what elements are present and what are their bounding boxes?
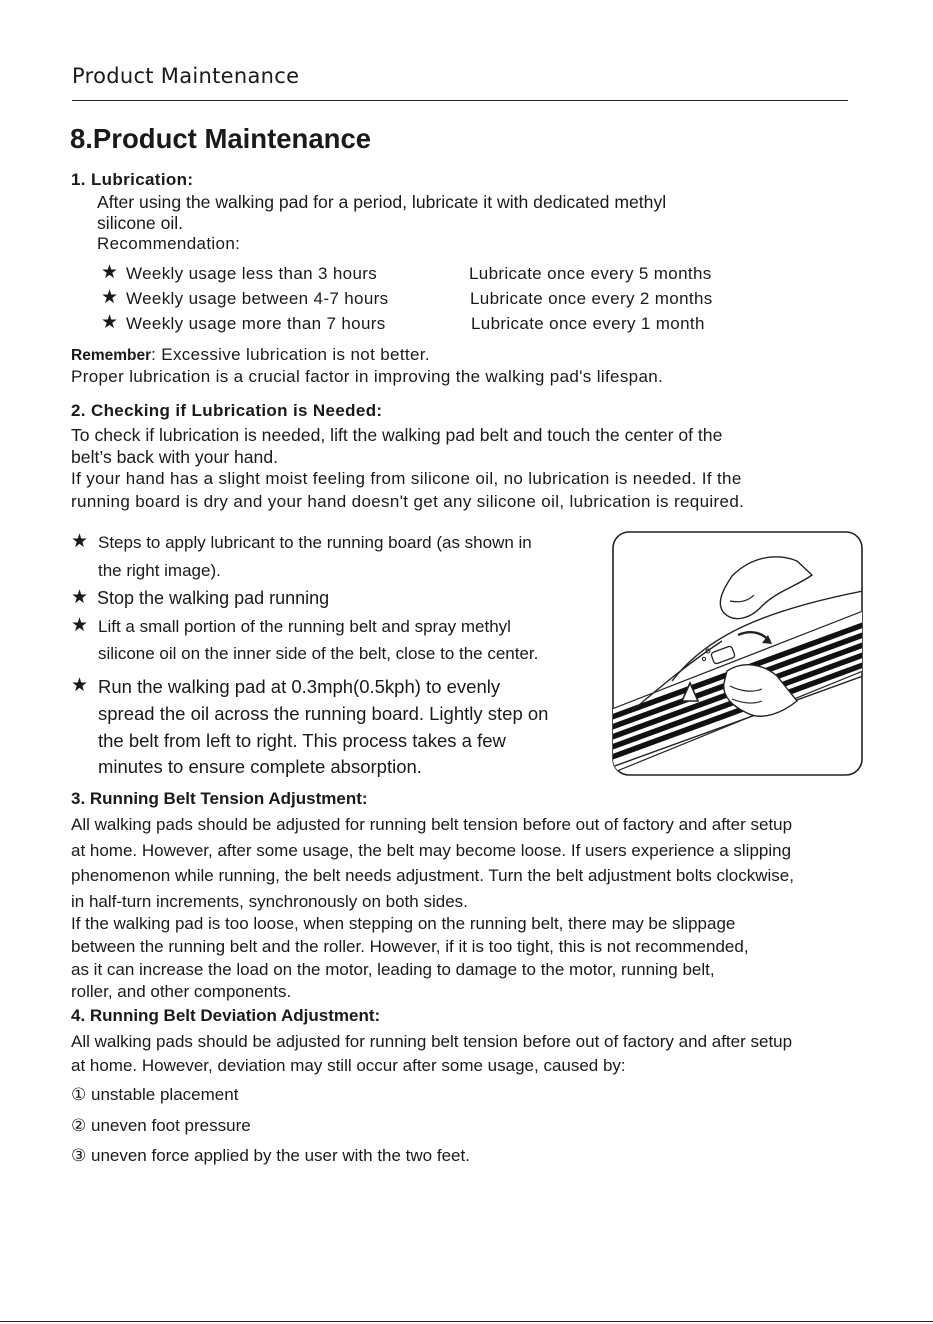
star-icon: ★ [71, 675, 89, 696]
deviation-para-line: All walking pads should be adjusted for running belt tension before out of factory and after setup [71, 1032, 793, 1051]
deviation-heading: 4. Running Belt Deviation Adjustment: [71, 1006, 381, 1025]
page-title: 8.Product Maintenance [70, 123, 372, 154]
star-icon: ★ [71, 531, 89, 552]
cause-number: ③ [71, 1146, 87, 1165]
lubrication-intro-line2: silicone oil. [97, 213, 184, 233]
tension-para1-line: at home. However, after some usage, the belt may become loose. If users experience a slipping [71, 841, 792, 860]
tension-para2-line: If the walking pad is too loose, when stepping on the running belt, there may be slippage [71, 914, 736, 933]
checking-heading: 2. Checking if Lubrication is Needed: [71, 401, 383, 420]
remember-label: Remember [71, 347, 152, 364]
header-divider [72, 100, 848, 101]
lubrication-intro-line1: After using the walking pad for a period, lubricate it with dedicated methyl [97, 192, 667, 212]
cause-text: unstable placement [90, 1085, 239, 1104]
tension-para1-line: All walking pads should be adjusted for running belt tension before out of factory and after setup [71, 815, 793, 834]
cause-text: uneven force applied by the user with the two feet. [90, 1146, 470, 1165]
star-icon: ★ [71, 587, 89, 608]
list-item [71, 1146, 470, 1166]
star-icon: ★ [71, 615, 89, 636]
cause-text: uneven foot pressure [90, 1116, 251, 1135]
checking-line: running board is dry and your hand doesn't get any silicone oil, lubrication is required. [71, 492, 745, 511]
lifespan-note: Proper lubrication is a crucial factor in improving the walking pad's lifespan. [71, 367, 664, 386]
frequency-row-1: Lubricate once every 5 months [469, 264, 712, 283]
deviation-para-line: at home. However, deviation may still occur after some usage, caused by: [71, 1056, 626, 1075]
frequency-row-2: Lubricate once every 2 months [470, 289, 713, 308]
star-icon: ★ [101, 262, 119, 283]
tension-para2-line: between the running belt and the roller. However, if it is too tight, this is not recommended, [71, 937, 749, 956]
star-icon: ★ [101, 287, 119, 308]
frequency-row-3: Lubricate once every 1 month [471, 314, 705, 333]
tension-para1-line: in half-turn increments, synchronously on both sides. [71, 892, 468, 911]
step-4-line: minutes to ensure complete absorption. [98, 756, 422, 777]
lubrication-heading: 1. Lubrication: [71, 170, 194, 189]
tension-para2-line: roller, and other components. [71, 982, 292, 1001]
step-1-line1: Steps to apply lubricant to the running board (as shown in [98, 533, 532, 552]
step-3-line2: silicone oil on the inner side of the belt, close to the center. [98, 644, 539, 663]
list-item [71, 1085, 238, 1105]
recommendation-label: Recommendation: [97, 234, 241, 253]
page-header-title: Product Maintenance [72, 64, 300, 88]
tension-para2-line: as it can increase the load on the motor, leading to damage to the motor, running belt, [71, 960, 715, 979]
list-item [71, 1116, 251, 1136]
checking-line: belt’s back with your hand. [71, 447, 279, 467]
tension-heading: 3. Running Belt Tension Adjustment: [71, 789, 368, 808]
step-4-line: spread the oil across the running board. Lightly step on [98, 703, 549, 724]
cause-number: ② [71, 1116, 87, 1135]
usage-row-3: Weekly usage more than 7 hours [126, 314, 386, 333]
step-4-line: Run the walking pad at 0.3mph(0.5kph) to evenly [98, 676, 501, 697]
step-3-line1: Lift a small portion of the running belt and spray methyl [98, 617, 511, 636]
usage-row-2: Weekly usage between 4-7 hours [126, 289, 389, 308]
remember-note [71, 345, 430, 365]
usage-row-1: Weekly usage less than 3 hours [126, 264, 378, 283]
tension-para1-line: phenomenon while running, the belt needs adjustment. Turn the belt adjustment bolts clockwise, [71, 866, 794, 885]
star-icon: ★ [101, 312, 119, 333]
cause-number: ① [71, 1085, 87, 1104]
step-2: Stop the walking pad running [97, 588, 330, 608]
lubrication-illustration-icon [612, 531, 863, 776]
footer-divider [0, 1321, 933, 1322]
remember-text: : Excessive lubrication is not better. [151, 345, 430, 364]
checking-line: If your hand has a slight moist feeling from silicone oil, no lubrication is needed. If the [71, 469, 742, 488]
step-1-line2: the right image). [98, 561, 221, 580]
step-4-line: the belt from left to right. This process takes a few [98, 730, 506, 751]
checking-line: To check if lubrication is needed, lift the walking pad belt and touch the center of the [71, 425, 723, 445]
